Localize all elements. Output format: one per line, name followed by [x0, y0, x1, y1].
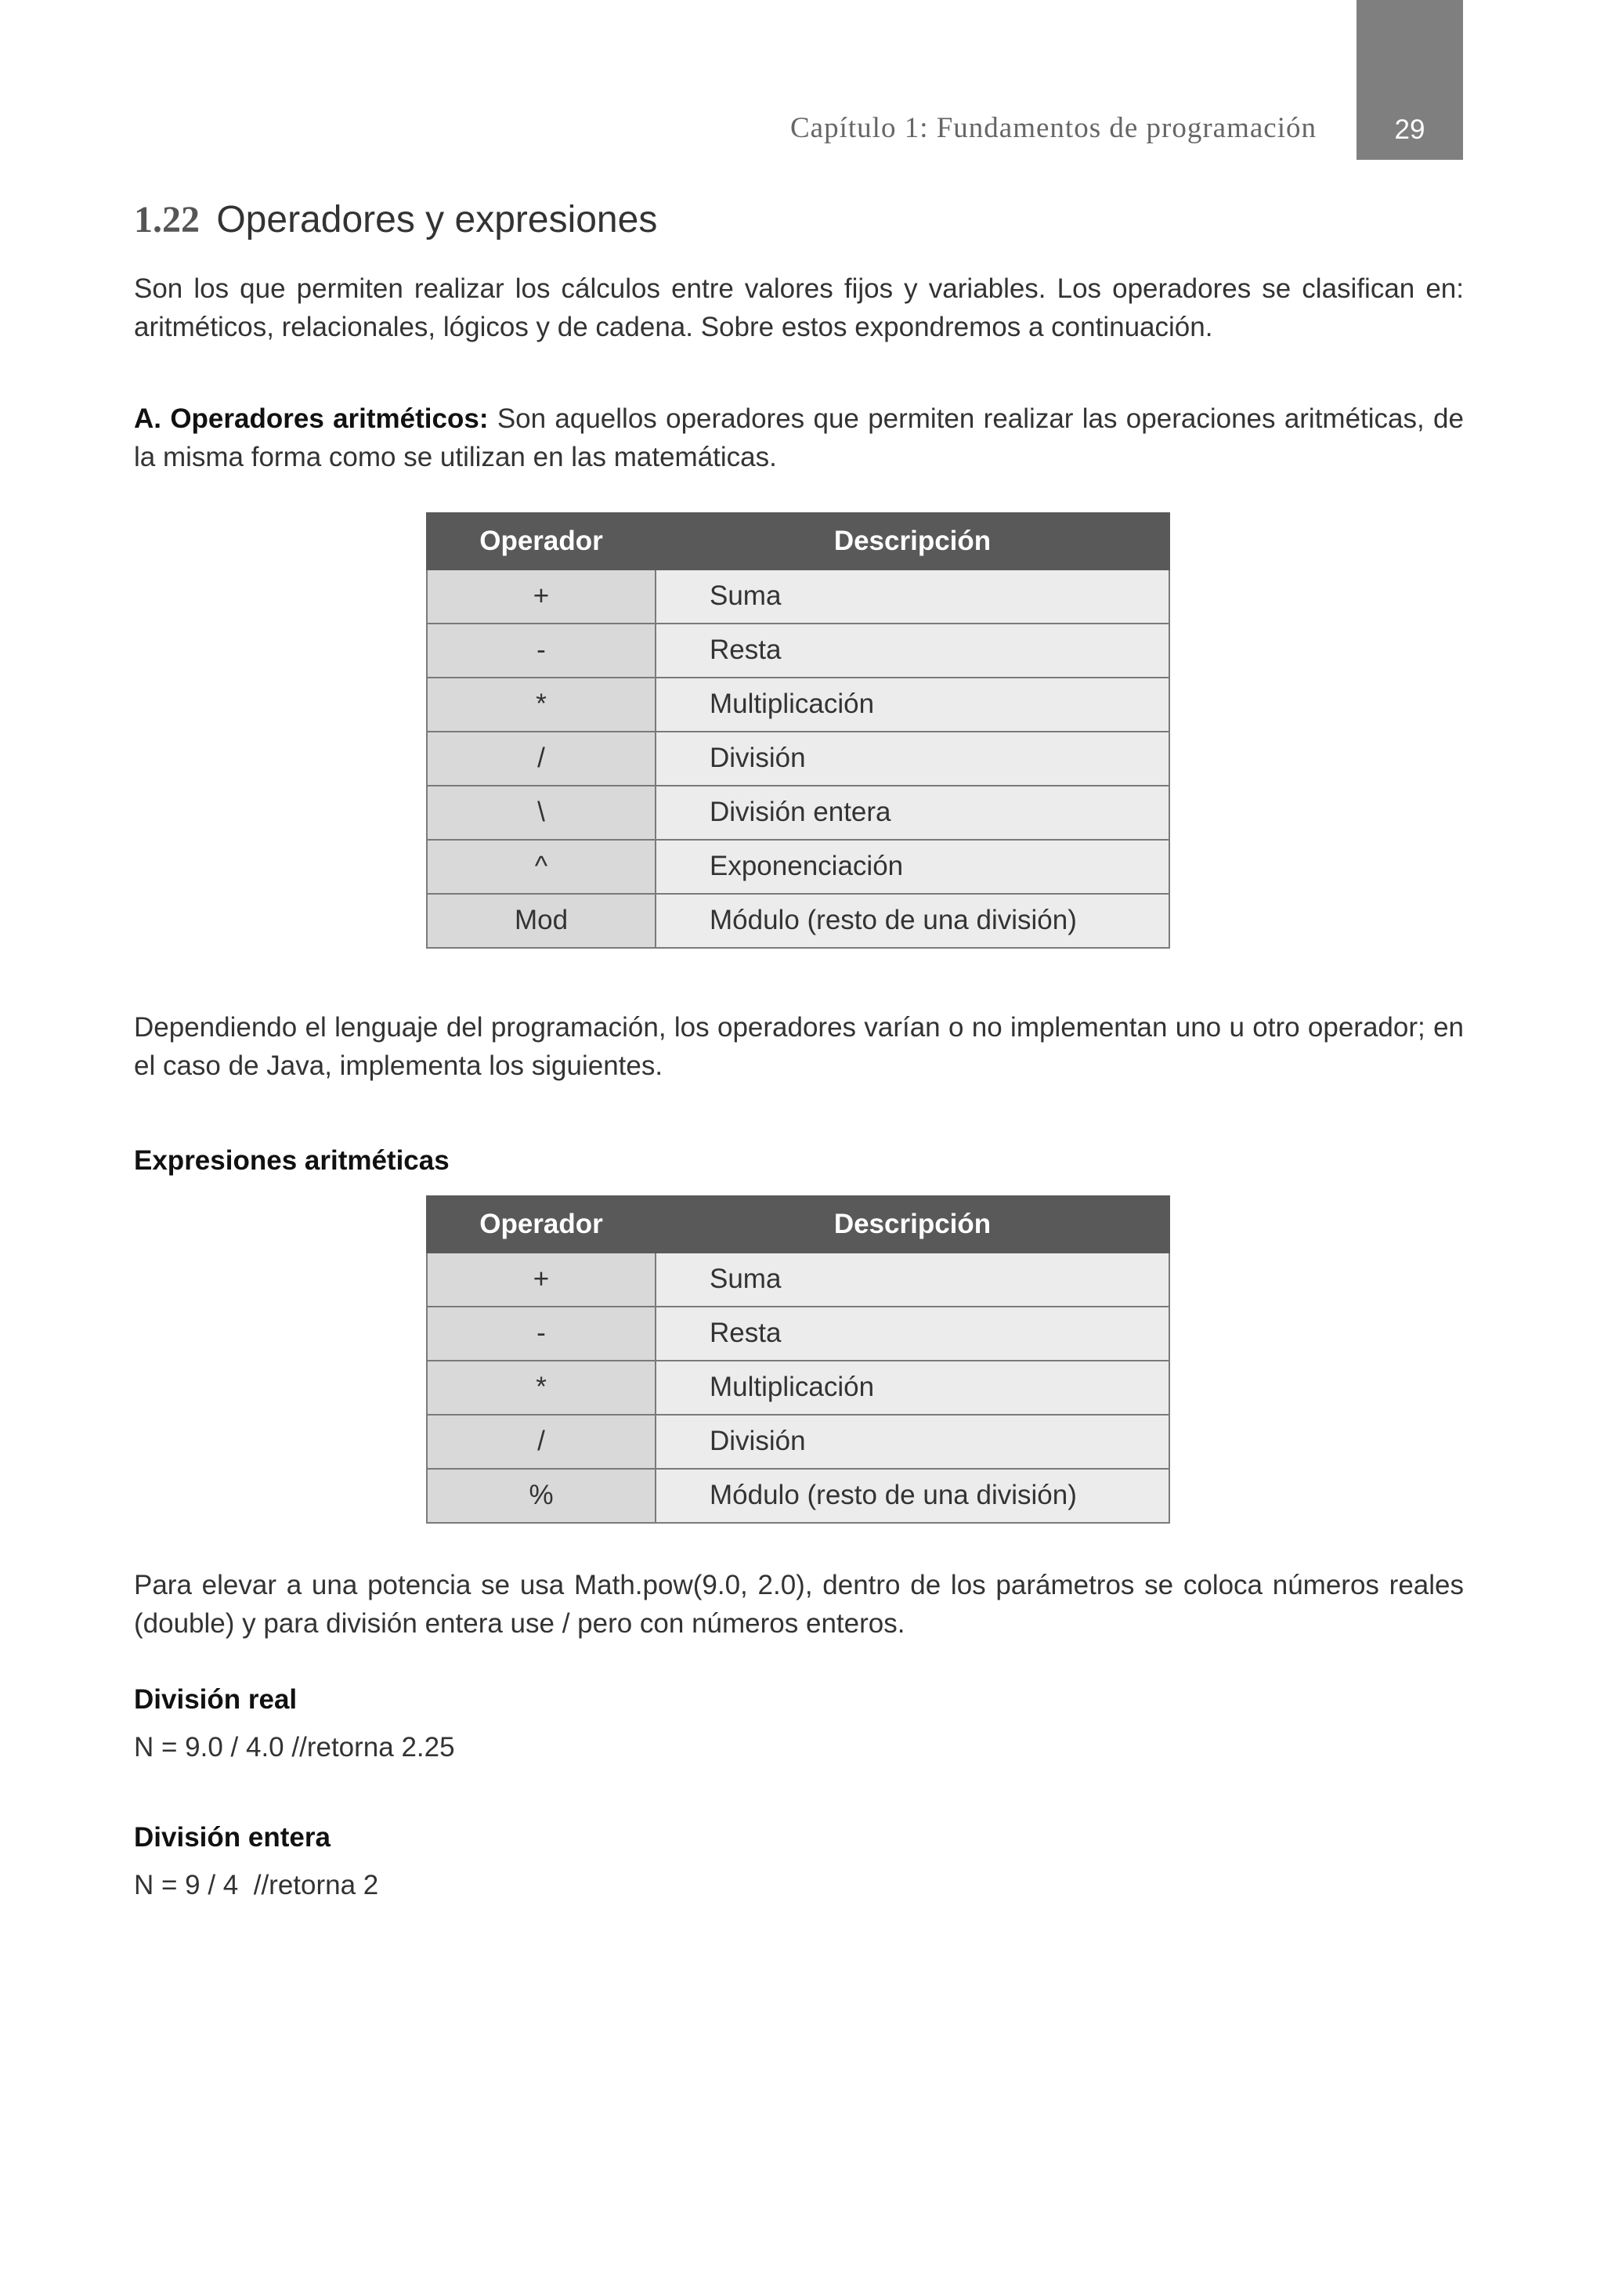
table-row: [427, 894, 1169, 948]
header-description: Descripción: [656, 513, 1169, 569]
header-operator: Operador: [427, 1196, 656, 1253]
section-title-text: Operadores y expresiones: [216, 199, 658, 240]
table-row: [427, 678, 1169, 732]
operator-cell: +: [427, 569, 656, 624]
table-row: [427, 1361, 1169, 1415]
integer-division-example: N = 9 / 4 //retorna 2: [134, 1869, 379, 1900]
arith-operators-paragraph: [134, 400, 1464, 476]
description-cell: Módulo (resto de una división): [656, 894, 1169, 948]
arith-operators-table: [426, 512, 1170, 949]
intro-paragraph: Son los que permiten realizar los cálculos entre valores fijos y variables. Los operadores se clasifican en: aritméticos, relacionales, lógicos y de cadena. Sobre estos expondremos a continuación.: [134, 273, 1464, 342]
description-cell: División: [656, 732, 1169, 786]
power-note-paragraph: Para elevar a una potencia se usa Math.pow(9.0, 2.0), dentro de los parámetros se coloca números reales (double) y para división entera use / pero con números enteros.: [134, 1569, 1464, 1639]
arith-operators-text: Son aquellos operadores que permiten realizar las operaciones aritméticas, de la misma forma como se utilizan en las matemáticas.: [134, 403, 1464, 472]
operator-cell: \: [427, 786, 656, 840]
description-cell: Multiplicación: [656, 678, 1169, 732]
table-row: [427, 1253, 1169, 1307]
table-row: [427, 1415, 1169, 1469]
operator-cell: +: [427, 1253, 656, 1307]
table-header-row: [427, 513, 1169, 569]
operator-cell: *: [427, 1361, 656, 1415]
description-cell: Resta: [656, 1307, 1169, 1361]
operator-cell: /: [427, 732, 656, 786]
description-cell: Suma: [656, 1253, 1169, 1307]
language-note-paragraph: Dependiendo el lenguaje del programación, los operadores varían o no implementan uno u otro operador; en el caso de Java, implementa los siguientes.: [134, 1011, 1464, 1081]
arith-operators-label: A. Operadores aritméticos:: [134, 403, 489, 434]
description-cell: Multiplicación: [656, 1361, 1169, 1415]
page-content: [134, 197, 1464, 1904]
table-row: [427, 1469, 1169, 1523]
description-cell: Módulo (resto de una división): [656, 1469, 1169, 1523]
description-cell: Suma: [656, 569, 1169, 624]
table-row: [427, 840, 1169, 894]
table-row: [427, 786, 1169, 840]
table-row: [427, 624, 1169, 678]
description-cell: Resta: [656, 624, 1169, 678]
operator-cell: ^: [427, 840, 656, 894]
table-header-row: [427, 1196, 1169, 1253]
section-title: [134, 197, 1464, 243]
header-operator: Operador: [427, 513, 656, 569]
operator-cell: *: [427, 678, 656, 732]
operator-cell: %: [427, 1469, 656, 1523]
table-row: [427, 1307, 1169, 1361]
page-number-tab: [1357, 0, 1463, 160]
page-number: 29: [1394, 114, 1425, 145]
running-head-chapter: Capítulo 1: Fundamentos de programación: [790, 112, 1317, 144]
java-operators-table: [426, 1195, 1170, 1524]
operator-cell: -: [427, 1307, 656, 1361]
operator-cell: /: [427, 1415, 656, 1469]
real-division-heading: División real: [134, 1683, 298, 1715]
table-row: [427, 569, 1169, 624]
table-row: [427, 732, 1169, 786]
integer-division-heading: División entera: [134, 1821, 331, 1853]
section-number: 1.22: [134, 199, 200, 240]
description-cell: Exponenciación: [656, 840, 1169, 894]
arith-expressions-heading: Expresiones aritméticas: [134, 1144, 450, 1176]
real-division-example: N = 9.0 / 4.0 //retorna 2.25: [134, 1731, 455, 1763]
description-cell: División: [656, 1415, 1169, 1469]
operator-cell: -: [427, 624, 656, 678]
operator-cell: Mod: [427, 894, 656, 948]
description-cell: División entera: [656, 786, 1169, 840]
header-description: Descripción: [656, 1196, 1169, 1253]
